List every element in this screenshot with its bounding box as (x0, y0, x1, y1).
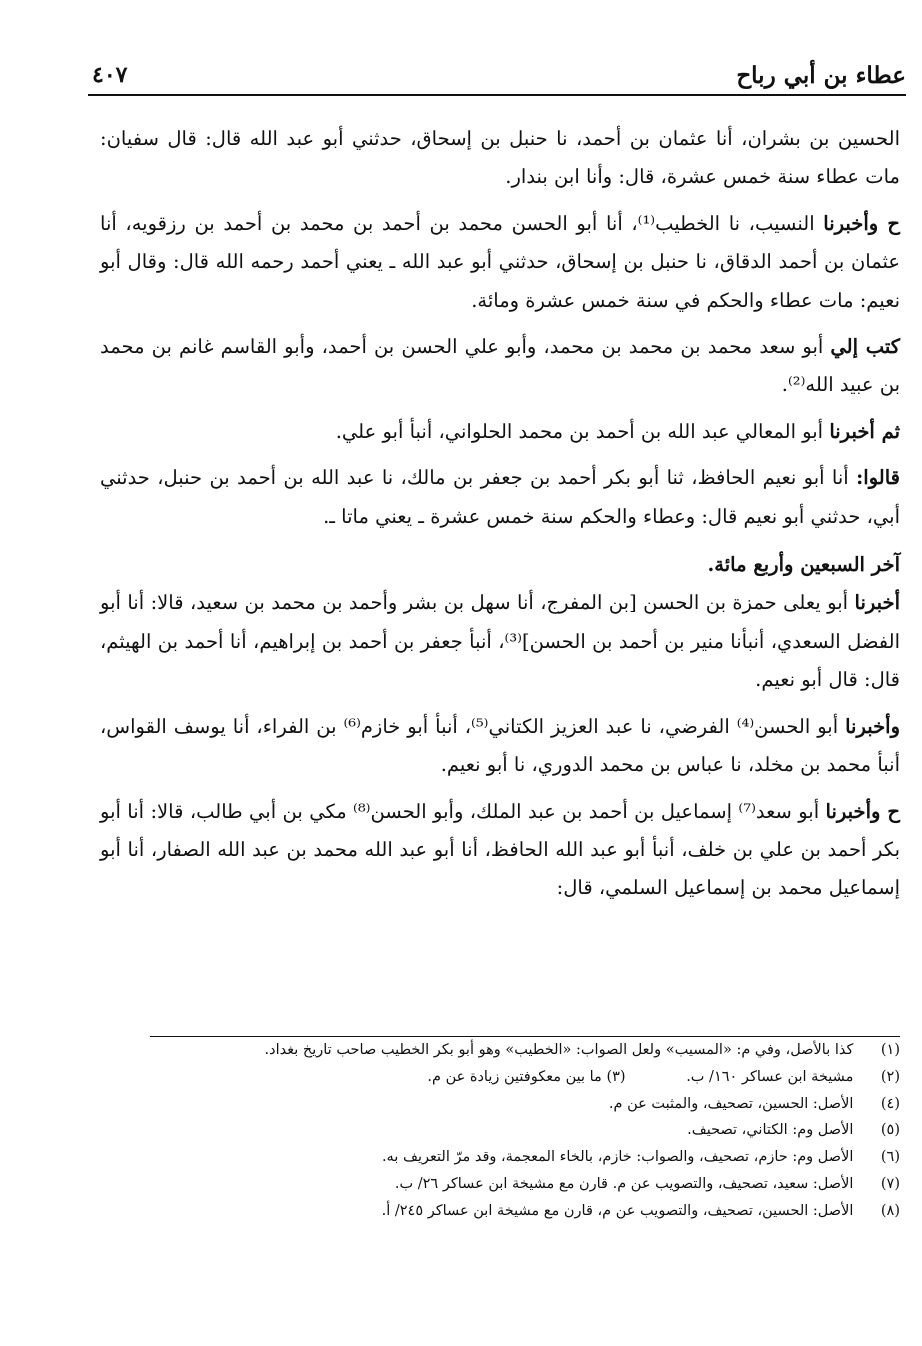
footnote-text: الأصل: الحسين، تصحيف، والتصويب عن م، قارن مع مشيخة ابن عساكر ٢٤٥/ أ. (381, 1202, 854, 1219)
footnote-number: (٧) (880, 1175, 900, 1192)
running-title: عطاء بن أبي رباح (736, 62, 906, 89)
paragraph-lead: قالوا: (856, 466, 901, 490)
footnote-number: (١) (880, 1042, 900, 1058)
paragraph-lead: ح وأخبرنا (825, 799, 900, 823)
footnote-number: (٥) (880, 1122, 900, 1139)
footnote (150, 1171, 900, 1198)
footnote-text: كذا بالأصل، وفي م: «المسيب» ولعل الصواب: «الخطيب» وهو أبو بكر الخطيب صاحب تاريخ بغداد. (264, 1042, 854, 1058)
paragraph-lead: وأخبرنا (845, 714, 900, 738)
footnotes (150, 1036, 900, 1225)
paragraph-text: أبو يعلى حمزة بن الحسن [بن المفرج، أنا سهل بن بشر وأحمد بن محمد بن سعيد، قالا: أنا أبو الفضل السعدي، أنبأنا منير بن أحمد بن الحسن]⁽³⁾، أنبأ جعفر بن أحمد بن إبراهيم، أنا أحمد بن الهيثم، قال: قال أبو نعيم. (100, 591, 901, 692)
paragraph-8 (100, 793, 900, 908)
footnote-text: الأصل وم: حازم، تصحيف، والصواب: خازم، بالخاء المعجمة، وقد مرّ التعريف به. (381, 1149, 854, 1166)
paragraph-text: أبو الحسن⁽⁴⁾ الفرضي، نا عبد العزيز الكتاني⁽⁵⁾، أنبأ أبو خازم⁽⁶⁾ بن الفراء، أنا يوسف القواس، أنبأ محمد بن مخلد، نا عباس بن محمد الدوري، نا أبو نعيم. (100, 714, 900, 777)
paragraph-7 (100, 708, 900, 785)
footnote (150, 1064, 900, 1091)
footnote-inline (427, 1064, 625, 1091)
footnote (150, 1144, 900, 1171)
paragraph-text: أبو المعالي عبد الله بن أحمد بن محمد الحلواني، أنبأ أبو علي. (335, 419, 824, 443)
paragraph-lead: كتب إلي (830, 335, 901, 359)
main-text (100, 120, 900, 908)
footnote-text: الأصل: الحسين، تصحيف، والمثبت عن م. (608, 1095, 854, 1112)
paragraph-lead: ثم أخبرنا (829, 419, 900, 443)
paragraph-4 (100, 413, 900, 451)
footnote-number: (٦) (880, 1149, 900, 1166)
paragraph-5 (100, 459, 900, 536)
footnote-number: (٨) (880, 1202, 900, 1219)
paragraph-6 (100, 584, 900, 699)
paragraph-text: أبو سعد⁽⁷⁾ إسماعيل بن أحمد بن عبد الملك، وأبو الحسن⁽⁸⁾ مكي بن أبي طالب، قالا: أنا أبو بكر أحمد بن علي بن خلف، أنبأ أبو عبد الله الحافظ، أنا أبو عبد الله محمد بن عبد الله الصفار، أنا أبو إسماعيل محمد بن إسماعيل السلمي، قال: (100, 799, 900, 900)
paragraph-text: أبو سعد محمد بن محمد بن محمد، وأبو علي الحسن بن أحمد، وأبو القاسم غانم بن محمد بن عبيد الله⁽²⁾. (100, 335, 900, 397)
footnote (150, 1091, 900, 1118)
footnote-text: مشيخة ابن عساكر ١٦٠/ ب. (686, 1068, 854, 1085)
footnote-text: الأصل: سعيد، تصحيف، والتصويب عن م. قارن مع مشيخة ابن عساكر ٢٦/ ب. (394, 1175, 854, 1192)
paragraph-2 (100, 205, 900, 320)
footnote-text: الأصل وم: الكتاني، تصحيف. (687, 1122, 854, 1139)
paragraph-text: أنا أبو نعيم الحافظ، ثنا أبو بكر أحمد بن جعفر بن مالك، نا عبد الله بن أحمد بن حنبل، حدثني أبي، حدثني أبو نعيم قال: وعطاء والحكم سنة خمس عشرة ـ يعني ماتا ـ. (100, 466, 900, 528)
footnote-number: (٣) (606, 1068, 626, 1085)
paragraph-lead: أخبرنا (854, 591, 900, 615)
page-number: ٤٠٧ (92, 62, 128, 88)
paragraph-lead: ح وأخبرنا (823, 211, 901, 235)
footnote-number: (٢) (880, 1068, 900, 1085)
footnote (150, 1037, 900, 1064)
paragraph-3 (100, 328, 900, 405)
paragraph-text: النسيب، نا الخطيب⁽¹⁾، أنا أبو الحسن محمد بن أحمد بن محمد بن أحمد بن رزقويه، أنا عثمان بن أحمد الدقاق، نا حنبل بن إسحاق، حدثني أبو عبد الله ـ يعني أحمد رحمه الله قال: وقال أبو نعيم: مات عطاء والحكم في سنة خمس عشرة ومائة. (100, 211, 900, 312)
paragraph-1 (100, 120, 900, 197)
section-heading: آخر السبعين وأربع مائة. (707, 553, 900, 577)
footnote-number: (٤) (880, 1095, 900, 1112)
footnote-text: ما بين معكوفتين زيادة عن م. (427, 1068, 602, 1085)
footnote (150, 1198, 900, 1225)
paragraph-text: الحسين بن بشران، أنا عثمان بن أحمد، نا حنبل بن إسحاق، حدثني أبو عبد الله قال: قال سفيان: مات عطاء سنة خمس عشرة، قال: وأنا ابن بندار. (100, 127, 900, 189)
footnote (150, 1117, 900, 1144)
running-header (88, 58, 906, 96)
